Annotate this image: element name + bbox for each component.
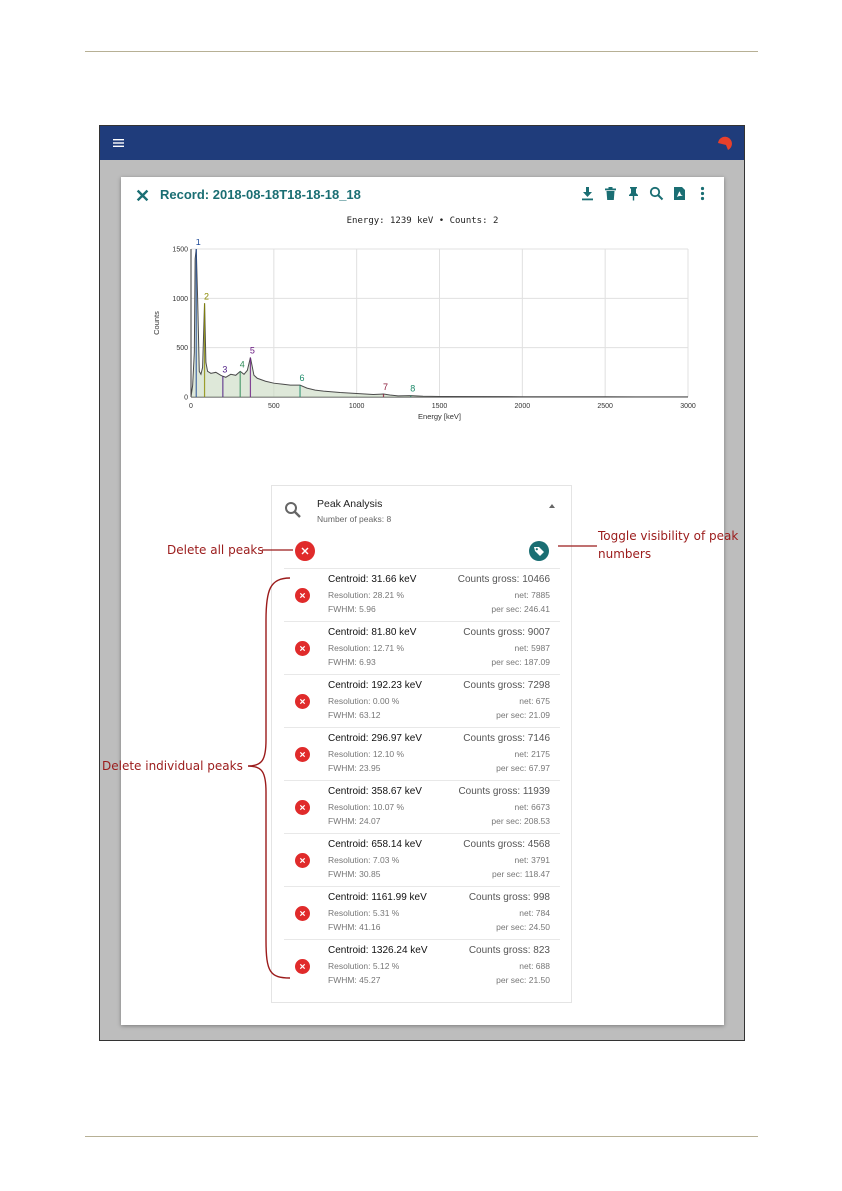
peak-per-sec: per sec: 21.09 — [496, 710, 550, 720]
peak-number-label: 4 — [239, 359, 245, 370]
peak-counts-gross: Counts gross: 7146 — [463, 733, 550, 744]
x-tick-label: 1500 — [431, 403, 448, 410]
x-tick-label: 2500 — [597, 403, 613, 410]
peak-analysis-title: Peak Analysis — [317, 498, 383, 510]
peak-number-label: 8 — [410, 383, 416, 394]
peak-fwhm: FWHM: 45.27 — [328, 975, 381, 985]
close-icon[interactable]: ✕ — [135, 186, 151, 206]
peak-fwhm: FWHM: 23.95 — [328, 763, 381, 773]
x-axis-label: Energy [keV] — [418, 412, 461, 421]
peak-centroid: Centroid: 296.97 keV — [328, 733, 422, 744]
delete-individual-annotation: Delete individual peaks — [102, 759, 243, 773]
peak-counts-gross: Counts gross: 11939 — [458, 786, 550, 797]
peak-resolution: Resolution: 5.12 % — [328, 961, 400, 971]
peak-counts-net: net: 688 — [519, 961, 550, 971]
peak-resolution: Resolution: 12.10 % — [328, 749, 405, 759]
peak-centroid: Centroid: 358.67 keV — [328, 786, 422, 797]
y-tick-label: 0 — [184, 394, 188, 402]
delete-all-annotation: Delete all peaks — [167, 543, 264, 557]
peak-number-label: 1 — [195, 239, 201, 247]
peak-count: Number of peaks: 8 — [317, 514, 392, 524]
peak-per-sec: per sec: 21.50 — [496, 975, 550, 985]
x-tick-label: 500 — [267, 403, 280, 410]
peak-counts-net: net: 5987 — [514, 643, 550, 653]
peak-centroid: Centroid: 658.14 keV — [328, 839, 422, 850]
toggle-annotation-line1: Toggle visibility of peak — [598, 529, 739, 543]
peak-counts-gross: Counts gross: 10466 — [457, 574, 550, 585]
peak-counts-gross: Counts gross: 998 — [468, 892, 550, 903]
peak-resolution: Resolution: 12.71 % — [328, 643, 405, 653]
x-tick-label: 1000 — [348, 403, 365, 410]
peak-number-label: 5 — [249, 345, 255, 356]
peak-counts-gross: Counts gross: 7298 — [463, 680, 550, 691]
peak-fwhm: FWHM: 30.85 — [328, 869, 381, 879]
peak-counts-net: net: 675 — [519, 696, 550, 706]
peak-counts-net: net: 7885 — [514, 590, 550, 600]
y-axis-label: Counts — [152, 311, 161, 335]
peak-fwhm: FWHM: 6.93 — [328, 657, 376, 667]
y-tick-label: 1000 — [172, 295, 188, 303]
peak-number-label: 3 — [222, 364, 228, 375]
peak-counts-gross: Counts gross: 823 — [468, 945, 550, 956]
peak-resolution: Resolution: 10.07 % — [328, 802, 405, 812]
peak-fwhm: FWHM: 63.12 — [328, 710, 381, 720]
peak-fwhm: FWHM: 5.96 — [328, 604, 376, 614]
peak-resolution: Resolution: 0.00 % — [328, 696, 400, 706]
peak-resolution: Resolution: 7.03 % — [328, 855, 400, 865]
peak-centroid: Centroid: 1161.99 keV — [328, 892, 427, 903]
y-tick-label: 1500 — [172, 246, 188, 254]
peak-per-sec: per sec: 208.53 — [491, 816, 550, 826]
peak-centroid: Centroid: 31.66 keV — [328, 574, 417, 585]
peak-counts-net: net: 784 — [519, 908, 550, 918]
peak-per-sec: per sec: 24.50 — [496, 922, 550, 932]
peak-number-label: 2 — [204, 291, 210, 302]
x-tick-label: 2000 — [514, 403, 531, 410]
peak-counts-gross: Counts gross: 9007 — [463, 627, 550, 638]
peak-resolution: Resolution: 5.31 % — [328, 908, 400, 918]
brace-connector — [248, 578, 290, 978]
record-title: Record: 2018-08-18T18-18-18_18 — [160, 187, 361, 202]
peak-per-sec: per sec: 246.41 — [491, 604, 550, 614]
peak-centroid: Centroid: 81.80 keV — [328, 627, 417, 638]
y-tick-label: 500 — [176, 345, 188, 353]
peak-counts-net: net: 3791 — [514, 855, 550, 865]
peak-per-sec: per sec: 67.97 — [496, 763, 550, 773]
peak-per-sec: per sec: 118.47 — [492, 869, 550, 879]
peak-fwhm: FWHM: 41.16 — [328, 922, 381, 932]
peak-counts-net: net: 6673 — [514, 802, 550, 812]
x-tick-label: 3000 — [680, 403, 696, 410]
status-readout: Energy: 1239 keV • Counts: 2 — [346, 216, 499, 226]
peak-resolution: Resolution: 28.21 % — [328, 590, 405, 600]
peak-centroid: Centroid: 1326.24 keV — [328, 945, 428, 956]
peak-counts-gross: Counts gross: 4568 — [463, 839, 550, 850]
peak-per-sec: per sec: 187.09 — [491, 657, 550, 667]
peak-centroid: Centroid: 192.23 keV — [328, 680, 422, 691]
x-tick-label: 0 — [189, 403, 193, 410]
toggle-annotation-line2: numbers — [598, 547, 652, 561]
peak-counts-net: net: 2175 — [514, 749, 550, 759]
peak-fwhm: FWHM: 24.07 — [328, 816, 381, 826]
peak-number-label: 7 — [382, 382, 389, 393]
peak-number-label: 6 — [299, 373, 305, 384]
